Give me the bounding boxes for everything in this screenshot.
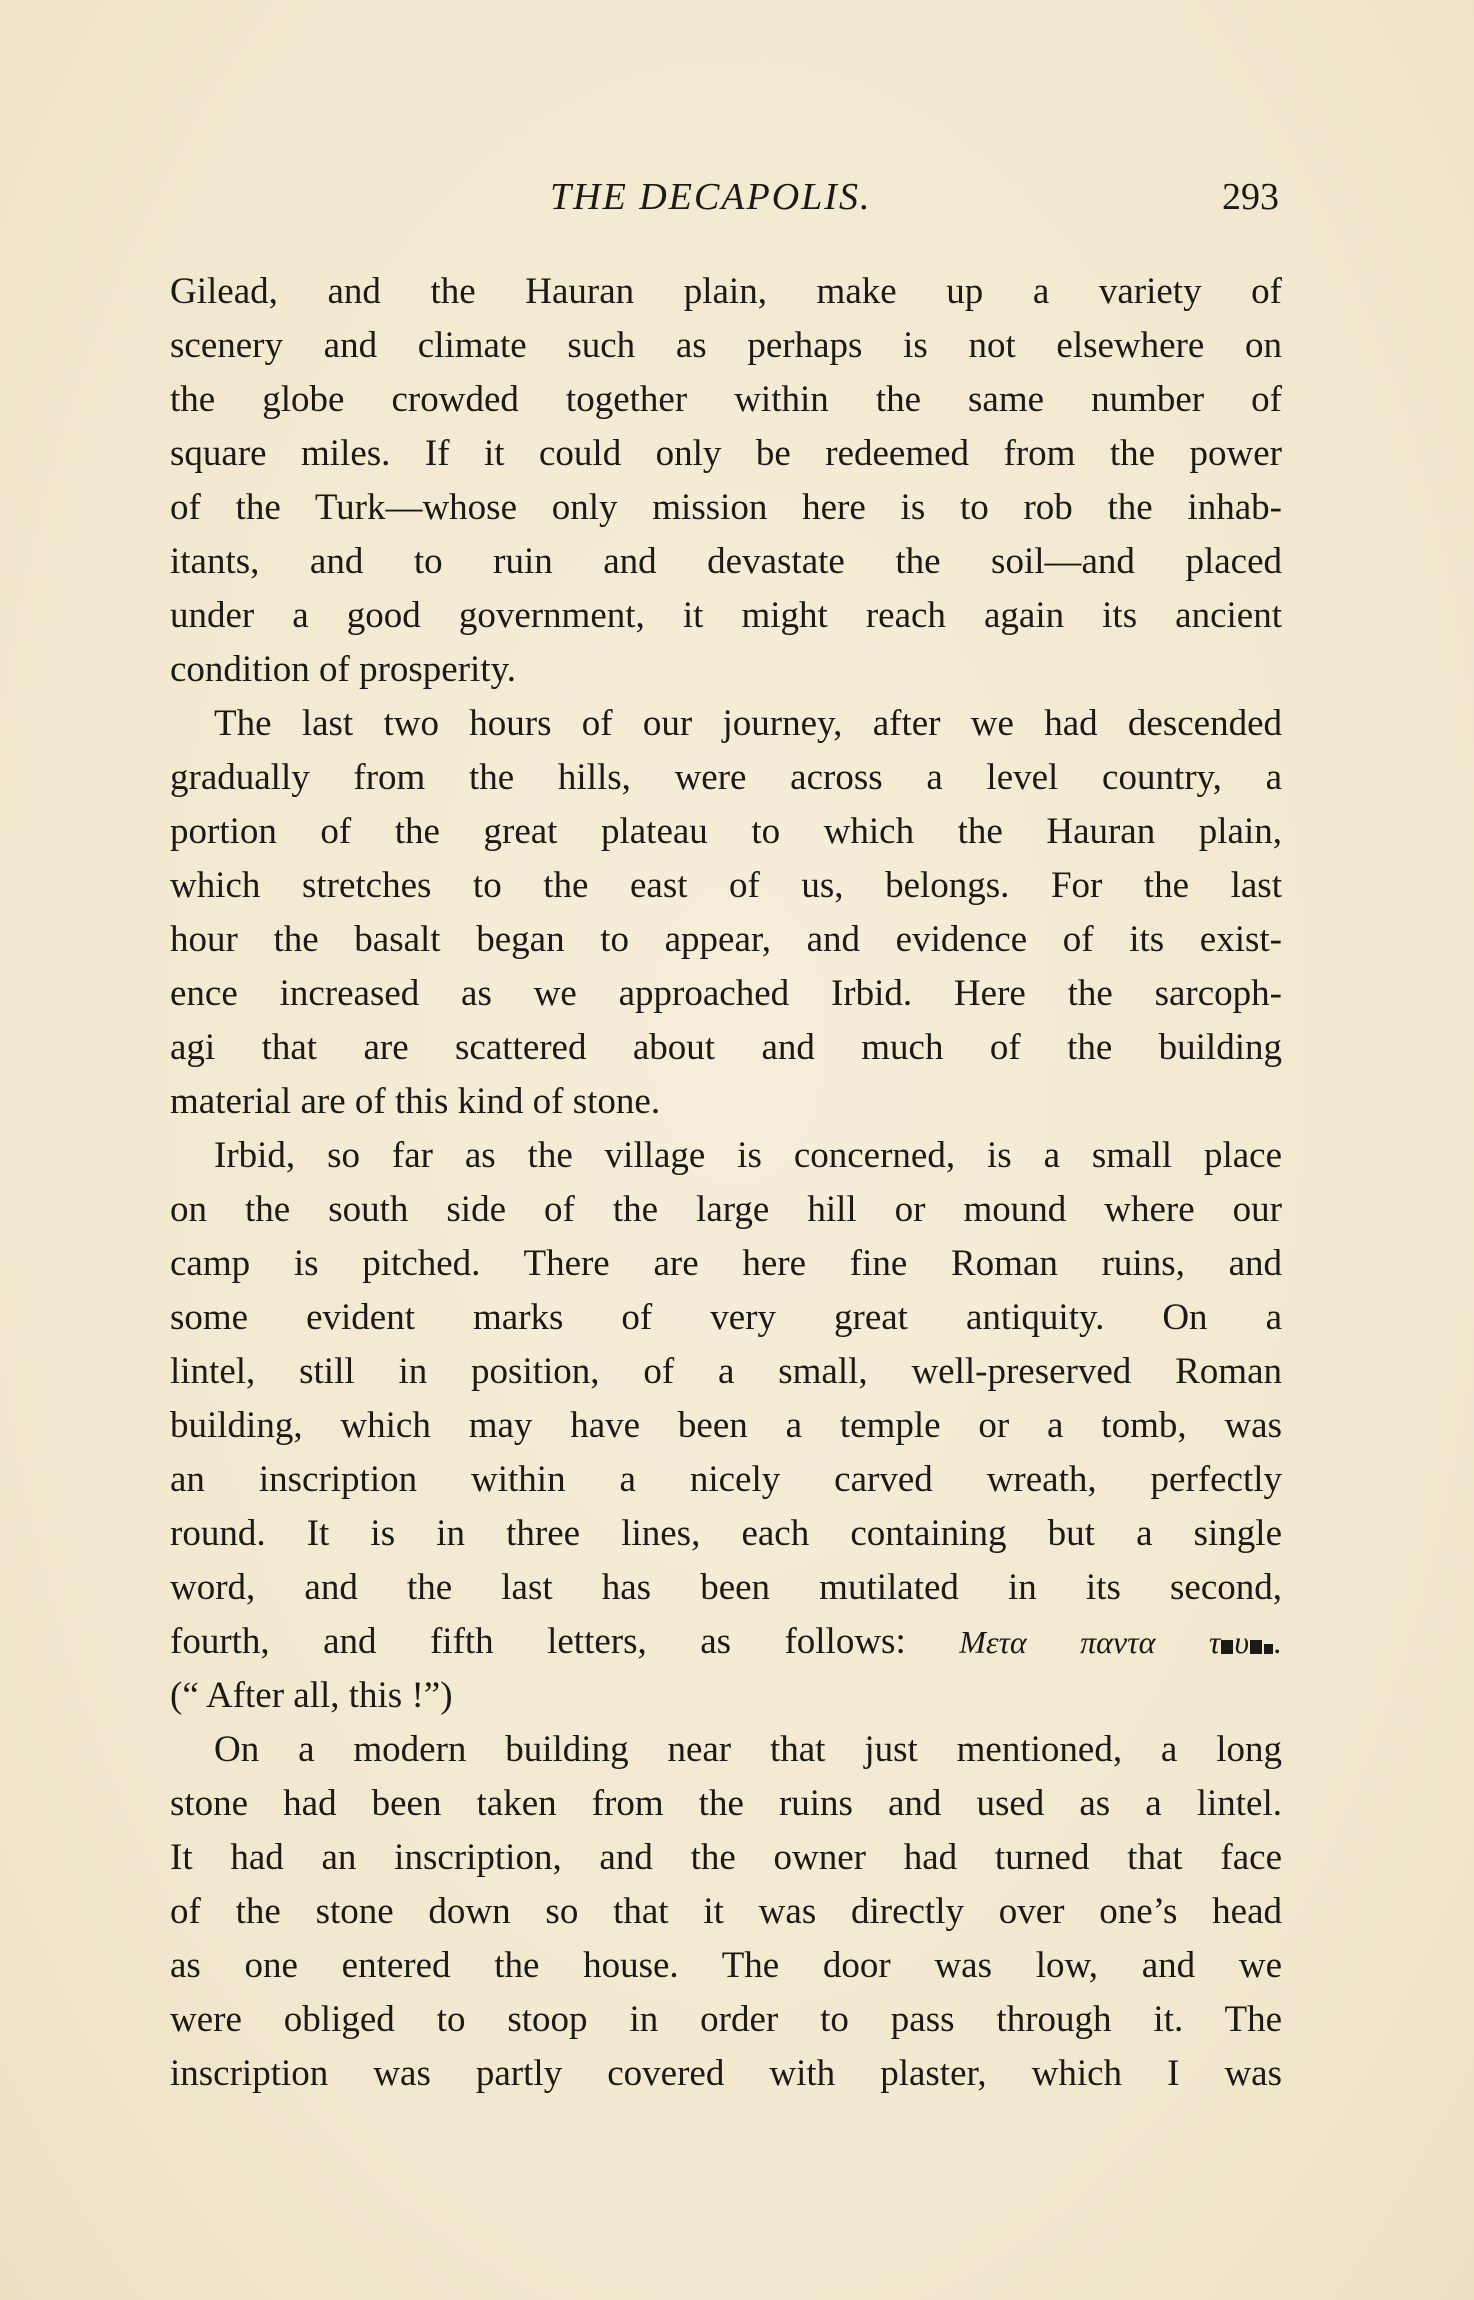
text-line: inscription was partly covered with plaster, which I was: [170, 2053, 1282, 2094]
text-line: (“ After all, this !”): [170, 1675, 453, 1716]
mutilated-letter-mark: [1250, 1640, 1262, 1654]
inscription-line: [170, 1615, 1282, 1669]
mutilated-letter-mark: [1264, 1644, 1273, 1654]
greek-word-3-mutilated: τ υ .: [1208, 1624, 1282, 1660]
text-line: stone had been taken from the ruins and used as a lintel.: [170, 1783, 1282, 1824]
text-line: which stretches to the east of us, belongs. For the last: [170, 865, 1282, 906]
text-line: Gilead, and the Hauran plain, make up a variety of: [170, 271, 1282, 312]
greek-letter: τ: [1208, 1624, 1221, 1660]
page-header: [0, 172, 1474, 222]
inscription-prefix: fourth, and fifth letters, as follows:: [170, 1621, 906, 1662]
text-line: building, which may have been a temple or a tomb, was: [170, 1405, 1282, 1446]
text-line: were obliged to stoop in order to pass through it. The: [170, 1999, 1282, 2040]
text-line: gradually from the hills, were across a level country, a: [170, 757, 1282, 798]
text-line: of the Turk—whose only mission here is to rob the inhab-: [170, 487, 1282, 528]
text-line: condition of prosperity.: [170, 649, 516, 690]
text-line: It had an inscription, and the owner had turned that face: [170, 1837, 1282, 1878]
text-line: ence increased as we approached Irbid. Here the sarcoph-: [170, 973, 1282, 1014]
text-line: an inscription within a nicely carved wreath, perfectly: [170, 1459, 1282, 1500]
page-number: 293: [1222, 176, 1279, 218]
body-text: [170, 265, 1282, 2101]
text-line: under a good government, it might reach again its ancient: [170, 595, 1282, 636]
text-line: some evident marks of very great antiquity. On a: [170, 1297, 1282, 1338]
text-line: On a modern building near that just mentioned, a long: [214, 1729, 1282, 1770]
text-line: portion of the great plateau to which the Hauran plain,: [170, 811, 1282, 852]
text-line: square miles. If it could only be redeemed from the power: [170, 433, 1282, 474]
text-line: The last two hours of our journey, after we had descended: [214, 703, 1282, 744]
text-line: material are of this kind of stone.: [170, 1081, 661, 1122]
text-line: hour the basalt began to appear, and evidence of its exist-: [170, 919, 1282, 960]
text-line: itants, and to ruin and devastate the soil—and placed: [170, 541, 1282, 582]
text-line: scenery and climate such as perhaps is not elsewhere on: [170, 325, 1282, 366]
mutilated-letter-mark: [1221, 1640, 1233, 1654]
text-line: lintel, still in position, of a small, well-preserved Roman: [170, 1351, 1282, 1392]
text-line: word, and the last has been mutilated in its second,: [170, 1567, 1282, 1608]
text-line: camp is pitched. There are here fine Roman ruins, and: [170, 1243, 1282, 1284]
text-line: Irbid, so far as the village is concerned, is a small place: [214, 1135, 1282, 1176]
greek-word-1: Μετα: [959, 1624, 1027, 1660]
greek-word-2: παντα: [1080, 1624, 1156, 1660]
text-line: agi that are scattered about and much of the building: [170, 1027, 1282, 1068]
text-line: round. It is in three lines, each containing but a single: [170, 1513, 1282, 1554]
text-line: the globe crowded together within the same number of: [170, 379, 1282, 420]
text-line: as one entered the house. The door was low, and we: [170, 1945, 1282, 1986]
text-line: of the stone down so that it was directly over one’s head: [170, 1891, 1282, 1932]
running-head: THE DECAPOLIS.: [550, 176, 872, 218]
greek-letter: υ: [1234, 1624, 1249, 1660]
text-line: on the south side of the large hill or mound where our: [170, 1189, 1282, 1230]
